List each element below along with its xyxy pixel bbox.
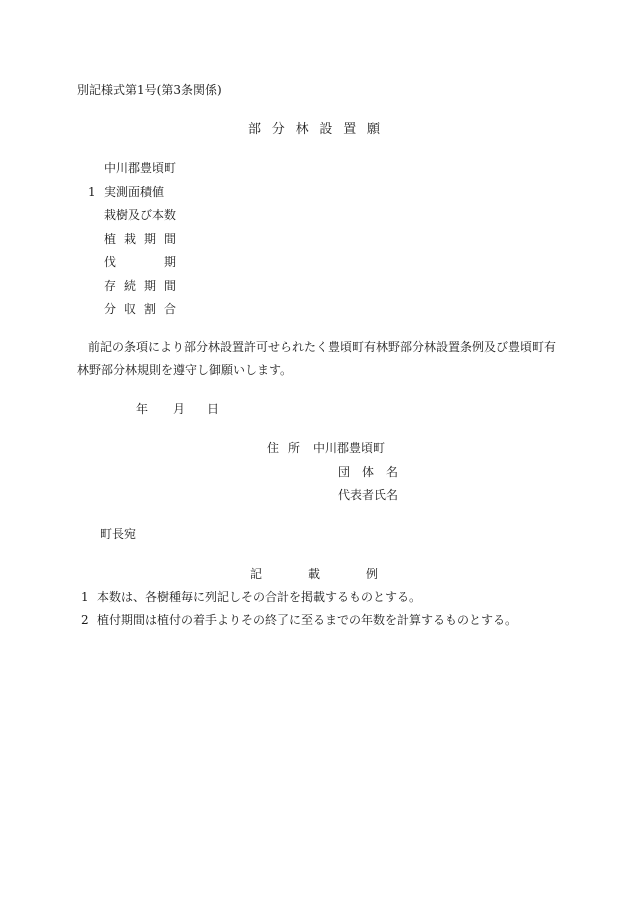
- body-text-line-1: 前記の条項により部分林設置許可せられたく豊頃町有林野部分林設置条例及び豊頃町有: [88, 340, 557, 354]
- group-label-char: 体: [361, 465, 374, 479]
- item-label-char: 続: [123, 278, 136, 293]
- group-label-char: 団: [338, 465, 351, 479]
- item-label-char: 存: [104, 278, 117, 293]
- address-label-char: 所: [287, 441, 300, 455]
- notes-heading-char: 例: [365, 567, 378, 581]
- notes-heading: [250, 566, 378, 582]
- title-char: 願: [366, 122, 380, 137]
- representative-label: 代表者氏名: [338, 488, 399, 502]
- item-label: [104, 278, 176, 294]
- note-number-2: 2: [81, 613, 89, 627]
- item-label-char: 植: [104, 231, 117, 246]
- title-char: 設: [319, 122, 333, 137]
- item-label: [104, 254, 176, 270]
- address-value: 中川郡豊頃町: [313, 441, 386, 455]
- item-label-char: 間: [163, 278, 176, 293]
- item-label-char: 分: [104, 302, 117, 316]
- group-name-label: [338, 464, 398, 480]
- item-label-char: 期: [143, 278, 156, 293]
- item-label-char: 伐: [104, 255, 117, 270]
- item-label: 実測面積値: [104, 185, 165, 199]
- item-label-char: 合: [163, 302, 176, 316]
- document-title: [248, 122, 380, 138]
- note-text-2: 植付期間は植付の着手よりその終了に至るまでの年数を計算するものとする。: [97, 613, 518, 627]
- item-label-char: 期: [163, 255, 176, 270]
- item-label-char: 間: [163, 231, 176, 246]
- note-number-1: 1: [81, 590, 89, 604]
- addressee: 町長宛: [100, 527, 137, 541]
- item-label-char: 割: [143, 302, 156, 316]
- notes-heading-char: 載: [307, 567, 320, 581]
- notes-heading-char: 記: [250, 567, 263, 581]
- title-char: 林: [295, 122, 309, 137]
- item-label: [104, 231, 176, 247]
- date-year-label: 年: [136, 402, 149, 416]
- body-text-line-2: 林野部分林規則を遵守し御願いします。: [77, 363, 293, 377]
- form-label: 別記様式第1号(第3条関係): [77, 83, 222, 97]
- item-label: 栽樹及び本数: [104, 208, 177, 223]
- item-label-char: 期: [143, 231, 156, 246]
- location-name: 中川郡豊頃町: [104, 161, 177, 175]
- date-day-label: 日: [207, 402, 220, 416]
- date-month-label: 月: [173, 402, 186, 416]
- item-label-char: 収: [123, 302, 136, 316]
- note-text-1: 本数は、各樹種毎に列記しその合計を掲載するものとする。: [97, 590, 422, 604]
- address-label-char: 住: [267, 441, 280, 455]
- item-label-char: 栽: [123, 231, 136, 246]
- title-char: 置: [343, 122, 357, 137]
- group-label-char: 名: [385, 465, 398, 479]
- title-char: 部: [248, 122, 262, 137]
- item-label: [104, 301, 176, 317]
- title-char: 分: [271, 122, 285, 137]
- address-label: [267, 440, 300, 456]
- item-number-1: 1: [88, 185, 96, 199]
